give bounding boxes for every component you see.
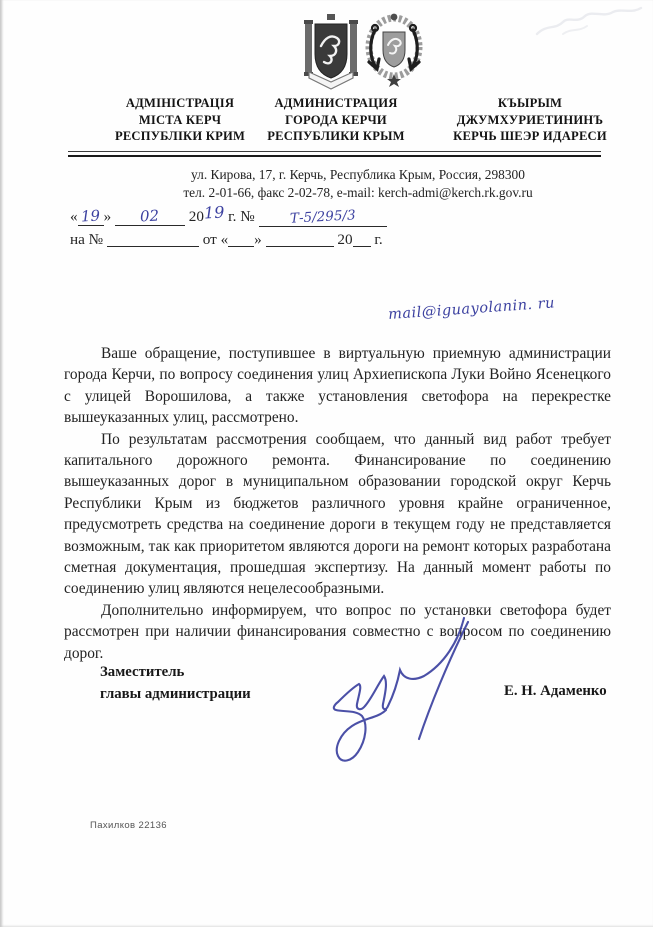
org-line: МІСТА КЕРЧ (138, 112, 222, 127)
org-line: ДЖУМХУРИЕТИНИНЪ (456, 112, 604, 127)
body-paragraph-2: По результатам рассмотрения сообщаем, что данный вид работ требует капитального дорожного ремонта. Финансирование по соединению вышеуказанных дорог в муниципальном образовании городской округ Керчь Республики Крым из бюджетов различного уровня крайне ограниченное, предусмотреть средства на соединение дороги в текущем году не представляется возможным, так как приоритетом являются дороги на ремонт которых разработана сметная документация, прошедшая экспертизу. На данный момент работы по соединению улиц являются нецелесообразными. (64, 430, 611, 598)
org-line: ГОРОДА КЕРЧИ (285, 112, 387, 127)
handwritten-month: 02 (139, 206, 160, 226)
org-line: КЕРЧЬ ШЕЭР ИДАРЕСИ (453, 129, 607, 143)
org-line: РЕСПУБЛИКИ КРЫМ (267, 129, 405, 143)
year-g-label: г. № (228, 208, 255, 225)
org-line: АДМИНИСТРАЦИЯ (274, 96, 398, 110)
address-line: ул. Кирова, 17, г. Керчь, Республика Крым, Россия, 298300 (191, 167, 525, 182)
handwritten-email-note: mail@iguayolanin. ru (387, 295, 556, 324)
org-line: РЕСПУБЛІКИ КРИМ (114, 129, 246, 143)
executor-note: Пахилков 22136 (90, 820, 167, 831)
body-paragraph-3: Дополнительно информируем, что вопрос по установки светофора будет рассмотрен при наличии финансирования совместно с вопросом по соединению дорог. (64, 601, 611, 662)
emblem-row (303, 12, 427, 92)
address-block (96, 166, 620, 202)
org-line: КЪЫРЫМ (497, 96, 563, 110)
reference-block (70, 202, 430, 256)
crimea-coat-of-arms-icon (303, 12, 359, 92)
org-name-ukrainian (88, 95, 272, 145)
close-quote: » (254, 231, 262, 248)
org-name-russian (252, 95, 420, 145)
org-name-crimean-tatar (434, 95, 626, 145)
faint-pencil-note (533, 4, 645, 44)
signer-title (100, 662, 251, 705)
body-paragraph-1: Ваше обращение, поступившее в виртуальную приемную администрации города Керчи, по вопросу соединения улиц Архиепископа Луки Войно Ясенецкого с улицей Ворошилова, а также установления светофора на перекрестке вышеуказанных улиц, рассмотрено. (64, 345, 611, 427)
close-quote: » (103, 208, 112, 225)
na-label: на № (70, 231, 104, 248)
contact-line: тел. 2-01-66, факс 2-02-78, e-mail: kerch-admi@kerch.rk.gov.ru (183, 185, 533, 200)
handwritten-signature (322, 614, 472, 774)
handwritten-number: Т-5/295/3 (289, 207, 356, 227)
handwritten-day: 19 (80, 206, 101, 226)
outgoing-date-line (70, 202, 430, 231)
signer-title-line: Заместитель (100, 664, 185, 680)
incoming-reference-line (70, 231, 430, 256)
org-line: АДМІНІСТРАЦІЯ (125, 96, 235, 110)
g-label: г. (374, 231, 383, 248)
year-printed: 20 (337, 231, 353, 248)
signer-title-line: главы администрации (100, 685, 251, 702)
ot-label: от « (202, 231, 229, 248)
signer-name: Е. Н. Адаменко (504, 683, 607, 699)
letterhead-divider (68, 151, 601, 157)
handwritten-year: 19 (203, 202, 225, 223)
open-quote: « (70, 208, 78, 225)
kerch-coat-of-arms-icon (364, 12, 424, 90)
signature-icon (322, 614, 472, 774)
year-printed: 20 (188, 208, 204, 225)
pencil-scribble-icon (533, 4, 645, 44)
